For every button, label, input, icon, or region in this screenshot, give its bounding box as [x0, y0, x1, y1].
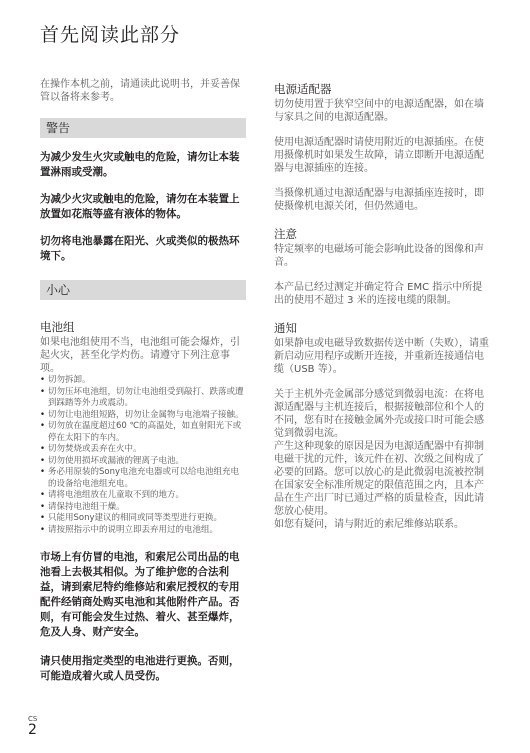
battery-text: 如果电池组使用不当，电池组可能会爆炸，引起火灾，甚至化学灼伤。请遵守下列注意事项。 — [40, 337, 240, 374]
notify-title: 通知 — [274, 321, 297, 335]
notice-title: 注意 — [274, 227, 297, 241]
notify-text-2: 关于主机外壳金属部分感觉到微弱电流：在将电源适配器与主机连接后，根据接触部位和个人的不同，您有时在接触金属外壳或接口时可能会感觉到微弱电流。 — [274, 389, 484, 439]
page-title: 首先阅读此部分 — [40, 24, 181, 46]
intro-text: 在操作本机之前，请通读此说明书，并妥善保管以备将来参考。 — [40, 79, 240, 103]
adapter-text-3: 当摄像机通过电源适配器与电源插座连接时，即使摄像机电源关闭，但仍然通电。 — [274, 188, 484, 212]
warning-heat: 切勿将电池暴露在阳光、火或类似的极热环境下。 — [40, 235, 240, 262]
list-item: • 切勿放在温度超过60 ℃的高温处，如直射阳光下或停在太阳下的车内。 — [40, 421, 246, 444]
list-item: • 切勿压坏电池组，切勿让电池组受到敲打、跌落或遭到踩踏等外力或震动。 — [40, 387, 246, 410]
list-item: • 请按照指示中的说明立即丢弃用过的电池组。 — [40, 525, 246, 537]
list-item: • 请将电池组放在儿童取不到的地方。 — [40, 490, 246, 502]
caution-heading: 小心 — [40, 280, 246, 300]
list-item: • 务必用原装的Sony电池充电器或可以给电池组充电的设备给电池组充电。 — [40, 467, 246, 490]
counterfeit-notice: 市场上有仿冒的电池，和索尼公司出品的电池看上去极其相似。为了维护您的合法利益，请到索尼特约维修站和索尼授权的专用配件经销商处购买电池和其他附件产品。否则，有可能会发生过热、着火、甚至爆炸，危及人身、财产安全。 — [40, 551, 240, 638]
warning-heading: 警告 — [40, 118, 246, 138]
replacement-notice: 请只使用指定类型的电池进行更换。否则，可能造成着火或人员受伤。 — [40, 655, 240, 682]
battery-precautions — [40, 375, 246, 536]
list-item: • 切勿让电池组短路，切勿让金属物与电池端子接触。 — [40, 410, 246, 422]
page-language-code: CS — [28, 715, 38, 723]
warning-liquid: 为减少火灾或触电的危险，请勿在本装置上放置如花瓶等盛有液体的物体。 — [40, 193, 240, 220]
adapter-text-2: 使用电源适配器时请使用附近的电源插座。在使用摄像机时如果发生故障，请立即断开电源适配器与电源插座的连接。 — [274, 137, 484, 174]
notify-text-3: 产生这种现象的原因是因为电源适配器中有抑制电磁干扰的元件，该元件在初、次级之间构成了必要的回路。您可以放心的是此微弱电流被控制在国家安全标准所规定的限值范围之内，且本产品在生产出厂时已通过严格的质量检查，因此请您放心使用。 — [274, 441, 484, 517]
left-column — [40, 78, 246, 684]
notice-text-1: 特定频率的电磁场可能会影响此设备的图像和声音。 — [274, 244, 484, 268]
notify-text-1: 如果静电或电磁导致数据传送中断（失败），请重新启动应用程序或断开连接，并重新连接通信电缆（USB 等）。 — [274, 338, 489, 375]
list-item: • 切勿焚烧或丢弃在火中。 — [40, 444, 246, 456]
notify-text-4: 如您有疑问，请与附近的索尼维修站联系。 — [274, 519, 464, 530]
right-column — [274, 78, 492, 531]
adapter-text-1: 切勿使用置于狭窄空间中的电源适配器，如在墙与家具之间的电源适配器。 — [274, 99, 484, 123]
list-item: • 请保持电池组干燥。 — [40, 502, 246, 514]
list-item: • 切勿拆卸。 — [40, 375, 246, 387]
battery-title: 电池组 — [40, 320, 75, 334]
list-item: • 切勿使用损坏或漏液的锂离子电池。 — [40, 456, 246, 468]
page-number: 2 — [28, 722, 37, 738]
notice-text-2: 本产品已经过测定并确定符合 EMC 指示中所提出的使用不超过 3 米的连接电缆的限制。 — [274, 282, 483, 306]
list-item: • 只能用Sony建议的相同或同等类型进行更换。 — [40, 513, 246, 525]
warning-rain: 为减少发生火灾或触电的危险，请勿让本装置淋雨或受潮。 — [40, 151, 240, 178]
adapter-title: 电源适配器 — [274, 82, 332, 96]
